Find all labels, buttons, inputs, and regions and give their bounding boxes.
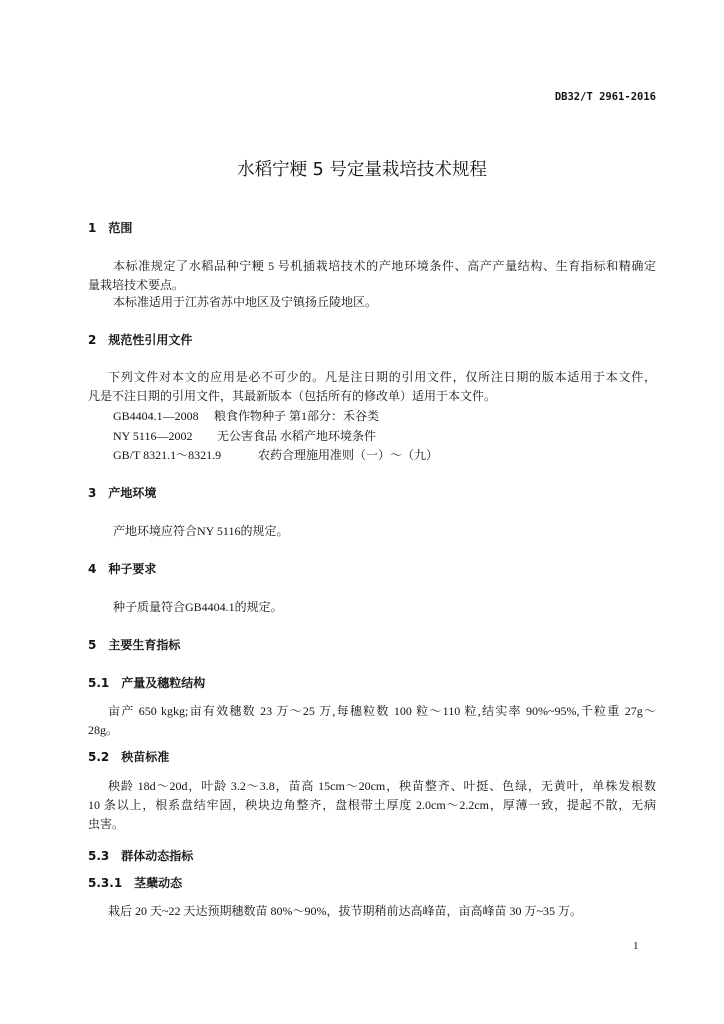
page-number: 1 <box>633 940 639 952</box>
paragraph <box>88 368 656 406</box>
paragraph-line: 栽后 20 天~22 天达预期穗数苗 80%～90%，拔节期稍前达高峰苗，亩高峰苗 30 万~35 万。 <box>108 904 582 918</box>
subsection-title: 群体动态指标 <box>121 849 194 863</box>
reference-code: GB/T 8321.1～8321.9 <box>113 448 222 462</box>
document-code: DB32/T 2961-2016 <box>554 91 656 103</box>
section-heading <box>88 220 132 236</box>
section-number: 4 <box>88 562 97 576</box>
paragraph-line: 亩产 650 kgkg;亩有效穗数 23 万～25 万,每穗粒数 100 粒～110 粒,结实率 90%~95%,千粒重 27g～ <box>108 704 656 718</box>
section-title: 产地环境 <box>108 486 157 500</box>
reference-list <box>113 407 656 466</box>
paragraph <box>88 598 656 617</box>
section-heading <box>88 332 192 348</box>
subsubsection-heading <box>88 875 182 891</box>
subsubsection-number: 5.3.1 <box>88 876 123 890</box>
paragraph <box>88 777 656 834</box>
reference-item <box>113 427 656 447</box>
paragraph-line: 下列文件对本文的应用是必不可少的。凡是注日期的引用文件，仅所注日期的版本适用于本文件， <box>108 370 656 384</box>
paragraph-line: 量栽培技术要点。 <box>88 278 185 292</box>
paragraph-line: 28g。 <box>88 723 119 737</box>
paragraph-line: 种子质量符合GB4404.1的规定。 <box>113 600 283 614</box>
paragraph <box>88 293 656 312</box>
reference-item <box>113 446 656 466</box>
section-heading <box>88 561 156 577</box>
section-title: 种子要求 <box>108 562 157 576</box>
paragraph-line: 本标准适用于江苏省苏中地区及宁镇扬丘陵地区。 <box>113 295 378 309</box>
section-number: 1 <box>88 221 97 235</box>
subsection-heading <box>88 848 193 864</box>
subsection-number: 5.1 <box>88 676 110 690</box>
section-heading <box>88 485 156 501</box>
paragraph <box>88 902 656 921</box>
document-title: 水稻宁粳 5 号定量栽培技术规程 <box>237 160 487 180</box>
paragraph <box>88 257 656 295</box>
section-title: 规范性引用文件 <box>108 333 193 347</box>
section-heading <box>88 637 180 653</box>
section-title: 范围 <box>108 221 133 235</box>
reference-code: GB4404.1—2008 <box>113 409 199 423</box>
paragraph-line: 产地环境应符合NY 5116的规定。 <box>113 524 289 538</box>
reference-title: 农药合理施用准则（一）～（九） <box>258 448 439 462</box>
paragraph-line: 秧龄 18d～20d，叶龄 3.2～3.8，苗高 15cm～20cm，秧苗整齐、叶挺、色绿，无黄叶，单株发根数 <box>108 779 656 793</box>
subsection-number: 5.3 <box>88 849 110 863</box>
paragraph-line: 凡是不注日期的引用文件，其最新版本（包括所有的修改单）适用于本文件。 <box>88 389 497 403</box>
paragraph <box>88 702 656 740</box>
section-number: 5 <box>88 638 97 652</box>
section-title: 主要生育指标 <box>108 638 181 652</box>
reference-code: NY 5116—2002 <box>113 428 193 443</box>
paragraph-line: 10 条以上，根系盘结牢固，秧块边角整齐，盘根带土厚度 2.0cm～2.2cm，厚薄一致，提起不散，无病 <box>88 798 656 812</box>
reference-item <box>113 407 656 427</box>
paragraph-line: 虫害。 <box>88 817 125 831</box>
subsection-title: 产量及穗粒结构 <box>121 676 206 690</box>
subsection-number: 5.2 <box>88 750 110 764</box>
subsection-heading <box>88 749 169 765</box>
section-number: 3 <box>88 486 97 500</box>
section-number: 2 <box>88 333 97 347</box>
subsection-title: 秧苗标准 <box>121 750 170 764</box>
reference-title: 无公害食品 水稻产地环境条件 <box>217 428 377 443</box>
subsubsection-title: 茎蘖动态 <box>134 876 183 890</box>
subsection-heading <box>88 675 205 691</box>
reference-title: 粮食作物种子 第1部分：禾谷类 <box>214 409 380 423</box>
paragraph-line: 本标准规定了水稻品种宁粳 5 号机插栽培技术的产地环境条件、高产产量结构、生育指标和精确定 <box>113 259 656 273</box>
paragraph <box>88 522 656 541</box>
